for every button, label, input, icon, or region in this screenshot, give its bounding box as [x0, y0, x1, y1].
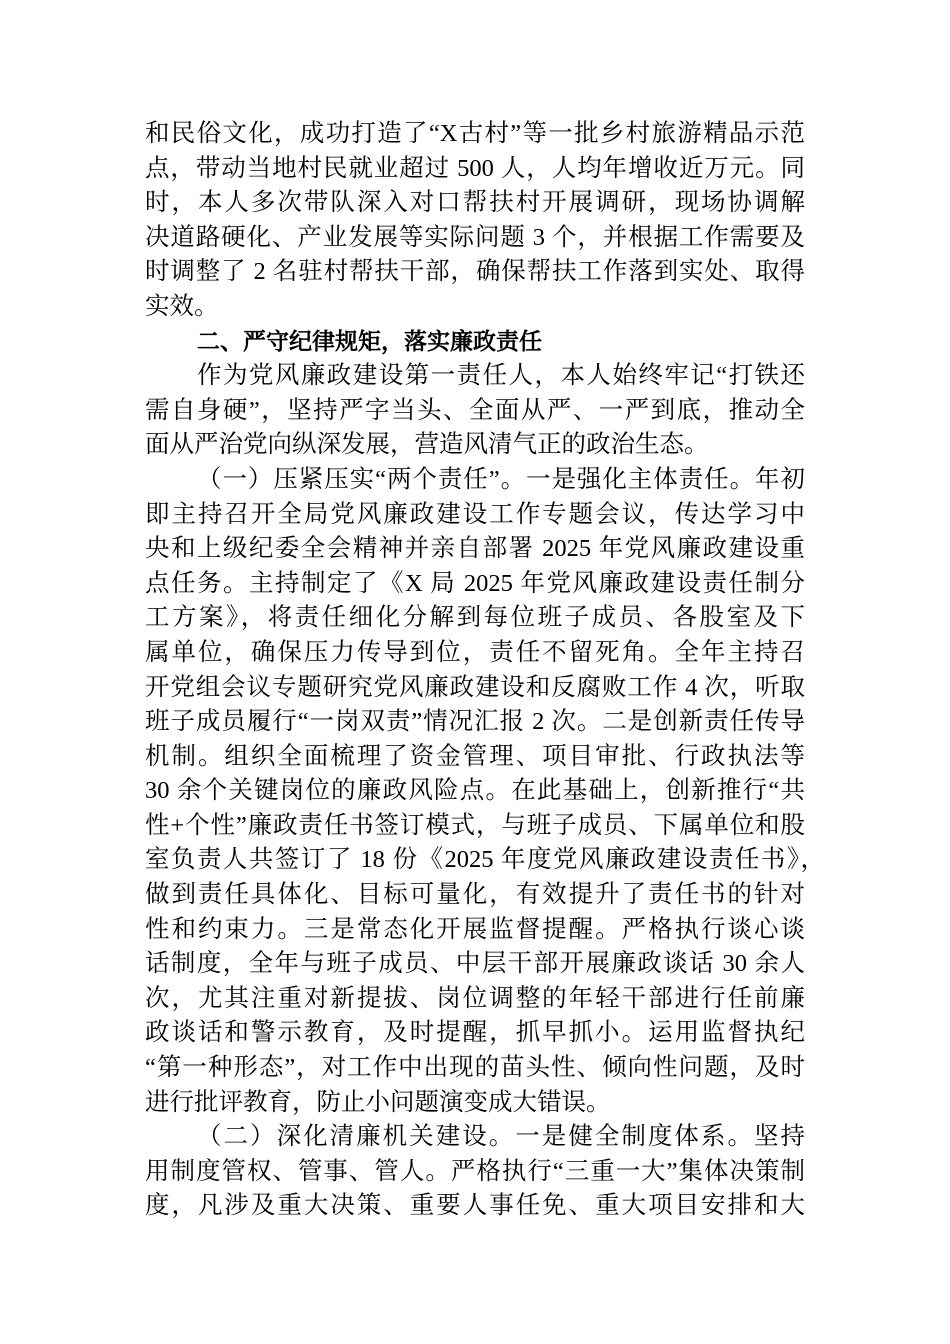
text-line: 班子成员履行“一岗双责”情况汇报 2 次。二是创新责任传导 [145, 708, 805, 736]
text-line: 话制度，全年与班子成员、中层干部开展廉政谈话 30 余人 [145, 950, 805, 978]
document-body [145, 117, 825, 1224]
text-line: 政谈话和警示教育，及时提醒，抓早抓小。运用监督执纪 [145, 1019, 805, 1047]
text-line: 面从严治党向纵深发展，营造风清气正的政治生态。 [145, 431, 709, 459]
text-line: 点，带动当地村民就业超过 500 人，人均年增收近万元。同 [145, 154, 805, 182]
text-line: 属单位，确保压力传导到位，责任不留死角。全年主持召 [145, 638, 805, 666]
text-line: （二）深化清廉机关建设。一是健全制度体系。坚持 [197, 1123, 805, 1151]
text-line: 实效。 [145, 292, 219, 320]
text-line: 机制。组织全面梳理了资金管理、项目审批、行政执法等 [145, 742, 805, 770]
text-line: 度，凡涉及重大决策、重要人事任免、重大项目安排和大 [145, 1192, 805, 1220]
paragraph [145, 117, 805, 325]
text-line: 工方案》，将责任细化分解到每位班子成员、各股室及下 [145, 604, 805, 632]
paragraph [145, 1120, 805, 1224]
text-line: 央和上级纪委全会精神并亲自部署 2025 年党风廉政建设重 [145, 535, 805, 563]
text-line: （一）压紧压实“两个责任”。一是强化主体责任。年初 [197, 465, 805, 493]
text-line: 需自身硬”，坚持严字当头、全面从严、一严到底，推动全 [145, 396, 805, 424]
text-line: 做到责任具体化、目标可量化，有效提升了责任书的针对 [145, 881, 805, 909]
text-line: 时调整了 2 名驻村帮扶干部，确保帮扶工作落到实处、取得 [145, 258, 805, 286]
section-heading [145, 325, 805, 360]
text-line: 开党组会议专题研究党风廉政建设和反腐败工作 4 次，听取 [145, 673, 805, 701]
paragraph [145, 463, 825, 1120]
text-line: 二、严守纪律规矩，落实廉政责任 [197, 328, 542, 355]
paragraph [145, 359, 805, 463]
text-line: 次，尤其注重对新提拔、岗位调整的年轻干部进行任前廉 [145, 984, 805, 1012]
text-line: 点任务。主持制定了《X 局 2025 年党风廉政建设责任制分 [145, 569, 805, 597]
text-line: 决道路硬化、产业发展等实际问题 3 个，并根据工作需要及 [145, 223, 805, 251]
text-line: 时，本人多次带队深入对口帮扶村开展调研，现场协调解 [145, 189, 805, 217]
text-line: 性和约束力。三是常态化开展监督提醒。严格执行谈心谈 [145, 915, 805, 943]
text-line: 作为党风廉政建设第一责任人，本人始终牢记“打铁还 [197, 362, 805, 390]
text-line: 用制度管权、管事、管人。严格执行“三重一大”集体决策制 [145, 1157, 805, 1185]
text-line: 性+个性”廉政责任书签订模式，与班子成员、下属单位和股 [145, 811, 805, 839]
text-line: “第一种形态”，对工作中出现的苗头性、倾向性问题，及时 [145, 1054, 805, 1082]
text-line: 30 余个关键岗位的廉政风险点。在此基础上，创新推行“共 [145, 777, 805, 805]
text-line: 室负责人共签订了 18 份《2025 年度党风廉政建设责任书》， [145, 846, 825, 874]
text-line: 即主持召开全局党风廉政建设工作专题会议，传达学习中 [145, 500, 805, 528]
text-line: 进行批评教育，防止小问题演变成大错误。 [145, 1088, 611, 1116]
text-line: 和民俗文化，成功打造了“X古村”等一批乡村旅游精品示范 [145, 120, 805, 147]
